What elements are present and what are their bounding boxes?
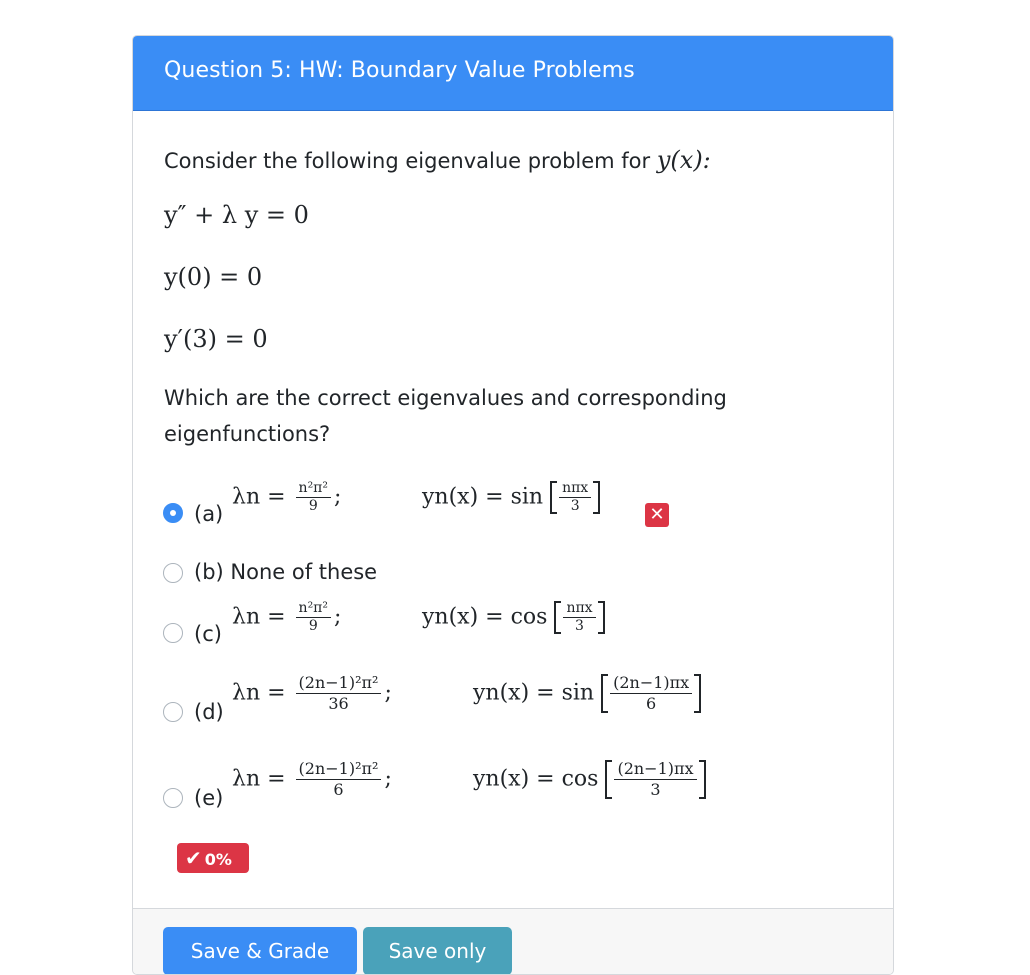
question-title: Question 5: HW: Boundary Value Problems <box>164 58 635 83</box>
question-card <box>132 35 894 975</box>
option-b-label: (b) None of these <box>194 560 378 584</box>
option-a-eigenfunction: yn(x) = sin $\frac{\text{nπx}}{3}$ <box>422 481 600 514</box>
prompt-intro: Consider the following eigenvalue problem for y(x): <box>164 146 711 174</box>
option-e-eigenfunction: yn(x) = cos $\frac{(2n-1)\pi x}{3}$ <box>473 760 706 799</box>
equation-bc2: y′(3) = 0 <box>164 325 268 353</box>
prompt-intro-var: y(x): <box>656 146 711 174</box>
option-a-lambda: λn = $\frac{\text{n²π²}}{9}$ ; <box>232 480 342 514</box>
incorrect-mark-icon: ✕ <box>645 503 669 527</box>
save-and-grade-button[interactable]: Save & Grade <box>163 927 357 975</box>
option-c-label: (c) <box>194 622 222 646</box>
option-d-label: (d) <box>194 700 224 724</box>
option-e-radio[interactable] <box>163 788 183 808</box>
option-d-eigenfunction: yn(x) = sin $\frac{(2n-1)\pi x}{6}$ <box>473 674 701 713</box>
option-c-eigenfunction: yn(x) = cos $\frac{\text{nπx}}{3}$ <box>422 601 605 634</box>
equation-bc1: y(0) = 0 <box>164 263 263 291</box>
option-c-lambda: λn = $\frac{\text{n²π²}}{9}$ ; <box>232 600 342 634</box>
option-c-radio[interactable] <box>163 623 183 643</box>
checkmark-icon: ✔ <box>185 846 202 870</box>
question-line-1: Which are the correct eigenvalues and corresponding <box>164 386 727 410</box>
option-b-radio[interactable] <box>163 563 183 583</box>
option-a-label: (a) <box>194 502 224 526</box>
option-d-radio[interactable] <box>163 702 183 722</box>
question-line-2: eigenfunctions? <box>164 422 331 446</box>
card-footer <box>133 908 893 975</box>
option-d-lambda: λn = $\frac{\text{(2n−1)²π²}}{36}$ ; <box>232 673 392 713</box>
score-badge: ✔ 0% <box>177 843 249 873</box>
card-header <box>133 36 893 111</box>
option-a-radio[interactable] <box>163 503 183 523</box>
option-e-lambda: λn = $\frac{\text{(2n−1)²π²}}{6}$ ; <box>232 759 392 799</box>
equation-ode: y″ + λ y = 0 <box>164 201 309 229</box>
option-e-label: (e) <box>194 786 224 810</box>
save-only-button[interactable]: Save only <box>363 927 512 975</box>
